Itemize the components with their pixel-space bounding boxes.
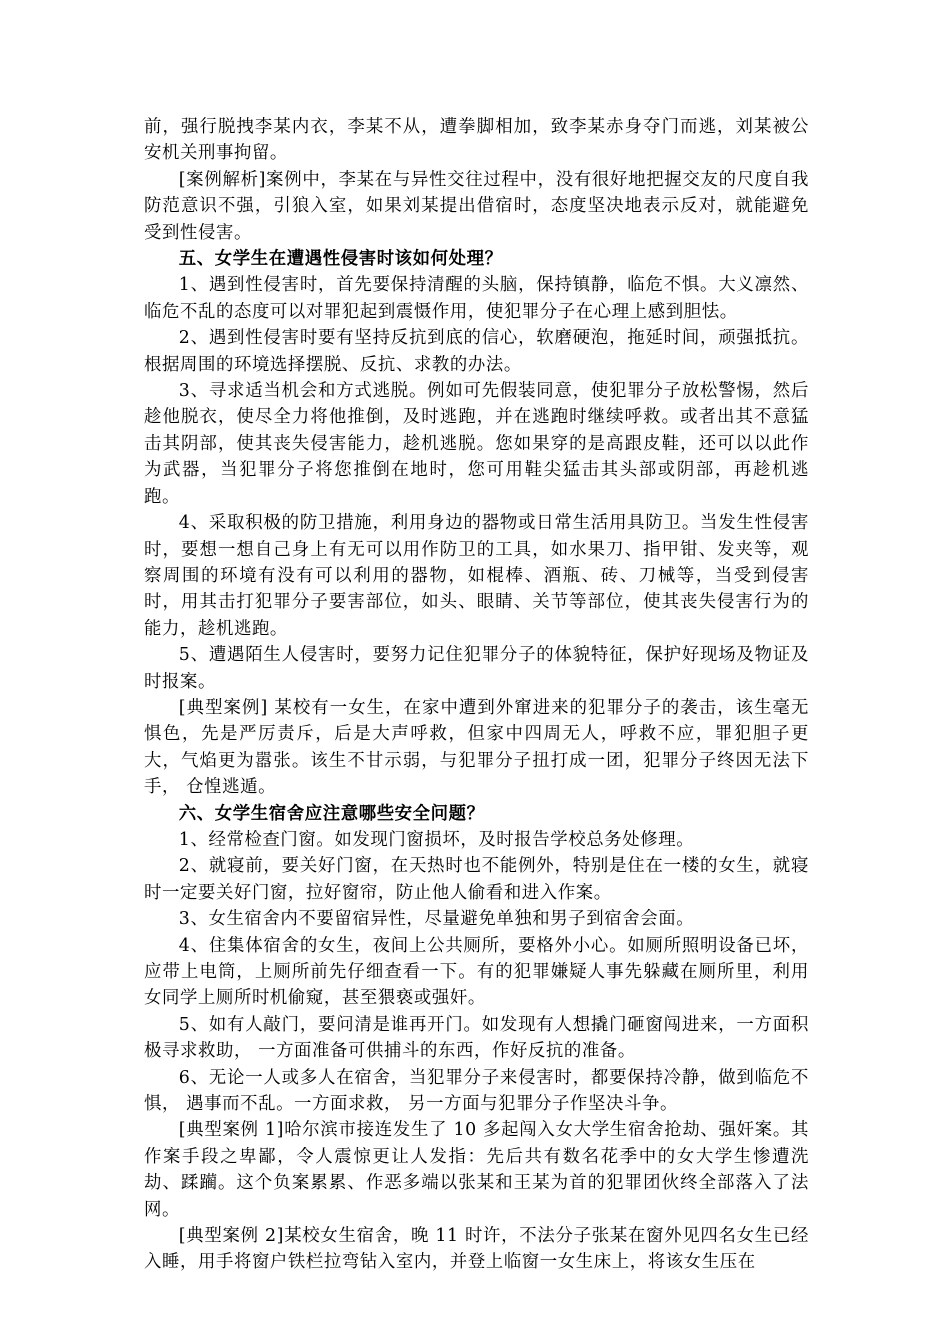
document-body [144, 114, 809, 1276]
list-item-5-3: 3、寻求适当机会和方式逃脱。例如可先假装同意，使犯罪分子放松警惕，然后趁他脱衣，使尽全力将他推倒，及时逃跑，并在逃跑时继续呼救。或者出其不意猛击其阴部，使其丧失侵害能力，趁机逃脱。您如果穿的是高跟皮鞋，还可以以此作为武器，当犯罪分子将您推倒在地时，您可用鞋尖猛击其头部或阴部，再趁机逃跑。 [144, 381, 809, 507]
paragraph-case-continuation: 前，强行脱拽李某内衣，李某不从，遭拳脚相加，致李某赤身夺门而逃，刘某被公安机关刑事拘留。 [144, 117, 809, 164]
section-heading-5: 五、女学生在遭遇性侵害时该如何处理？ [178, 249, 503, 270]
paragraph-case-analysis: [案例解析]案例中，李某在与异性交往过程中，没有很好地把握交友的尺度自我防范意识不强，引狼入室，如果刘某提出借宿时，态度坚决地表示反对，就能避免受到性侵害。 [144, 169, 809, 243]
list-item-5-1: 1、遇到性侵害时，首先要保持清醒的头脑，保持镇静，临危不惧。大义凛然、临危不乱的态度可以对罪犯起到震慑作用，使犯罪分子在心理上感到胆怯。 [144, 275, 809, 322]
list-item-5-5: 5、遭遇陌生人侵害时，要努力记住犯罪分子的体貌特征，保护好现场及物证及时报案。 [144, 645, 809, 692]
list-item-6-2: 2、就寝前，要关好门窗，在天热时也不能例外，特别是住在一楼的女生，就寝时一定要关好门窗，拉好窗帘，防止他人偷看和进入作案。 [144, 856, 809, 903]
list-item-6-3: 3、女生宿舍内不要留宿异性，尽量避免单独和男子到宿舍会面。 [178, 909, 695, 930]
list-item-6-1: 1、经常检查门窗。如发现门窗损坏，及时报告学校总务处修理。 [178, 829, 695, 850]
section-heading-6: 六、女学生宿舍应注意哪些安全问题？ [178, 803, 485, 824]
list-item-6-5: 5、如有人敲门，要问清是谁再开门。如发现有人想撬门砸窗闯进来，一方面积极寻求救助， 一方面准备可供捕斗的东西，作好反抗的准备。 [144, 1014, 809, 1062]
list-item-5-2: 2、遇到性侵害时要有坚持反抗到底的信心，软磨硬泡，拖延时间，顽强抵抗。根据周围的环境选择摆脱、反抗、求教的办法。 [144, 328, 809, 375]
list-item-5-4: 4、采取积极的防卫措施，利用身边的器物或日常生活用具防卫。当发生性侵害时，要想一想自己身上有无可以用作防卫的工具，如水果刀、指甲钳、发夹等，观察周围的环境有没有可以利用的器物，如棍棒、酒瓶、砖、刀械等，当受到侵害时，用其击打犯罪分子要害部位，如头、眼睛、关节等部位，使其丧失侵害行为的能力，趁机逃跑。 [144, 513, 809, 639]
paragraph-typical-case-2: [典型案例 2]某校女生宿舍，晚 11 时许，不法分子张某在窗外见四名女生已经入睡，用手将窗户铁栏拉弯钻入室内，并登上临窗一女生床上，将该女生压在 [144, 1226, 809, 1273]
list-item-6-4: 4、住集体宿舍的女生，夜间上公共厕所，要格外小心。如厕所照明设备已坏，应带上电筒，上厕所前先仔细查看一下。有的犯罪嫌疑人事先躲藏在厕所里，利用女同学上厕所时机偷窥，甚至猥亵或强奸。 [144, 935, 809, 1009]
paragraph-typical-case: [典型案例] 某校有一女生，在家中遭到外窜进来的犯罪分子的袭击，该生毫无惧色，先是严厉责斥，后是大声呼救，但家中四周无人，呼救不应，罪犯胆子更大，气焰更为嚣张。该生不甘示弱，与犯罪分子扭打成一团，犯罪分子终因无法下手， 仓惶逃遁。 [144, 697, 809, 798]
list-item-6-6: 6、无论一人或多人在宿舍，当犯罪分子来侵害时，都要保持冷静，做到临危不惧， 遇事而不乱。一方面求救， 另一方面与犯罪分子作坚决斗争。 [144, 1067, 809, 1115]
paragraph-typical-case-1: [典型案例 1]哈尔滨市接连发生了 10 多起闯入女大学生宿舍抢劫、强奸案。其作案手段之卑鄙，令人震惊更让人发指：先后共有数名花季中的女大学生惨遭洗劫、蹂躏。这个负案累累、作恶多端以张某和王某为首的犯罪团伙终全部落入了法网。 [144, 1120, 809, 1220]
